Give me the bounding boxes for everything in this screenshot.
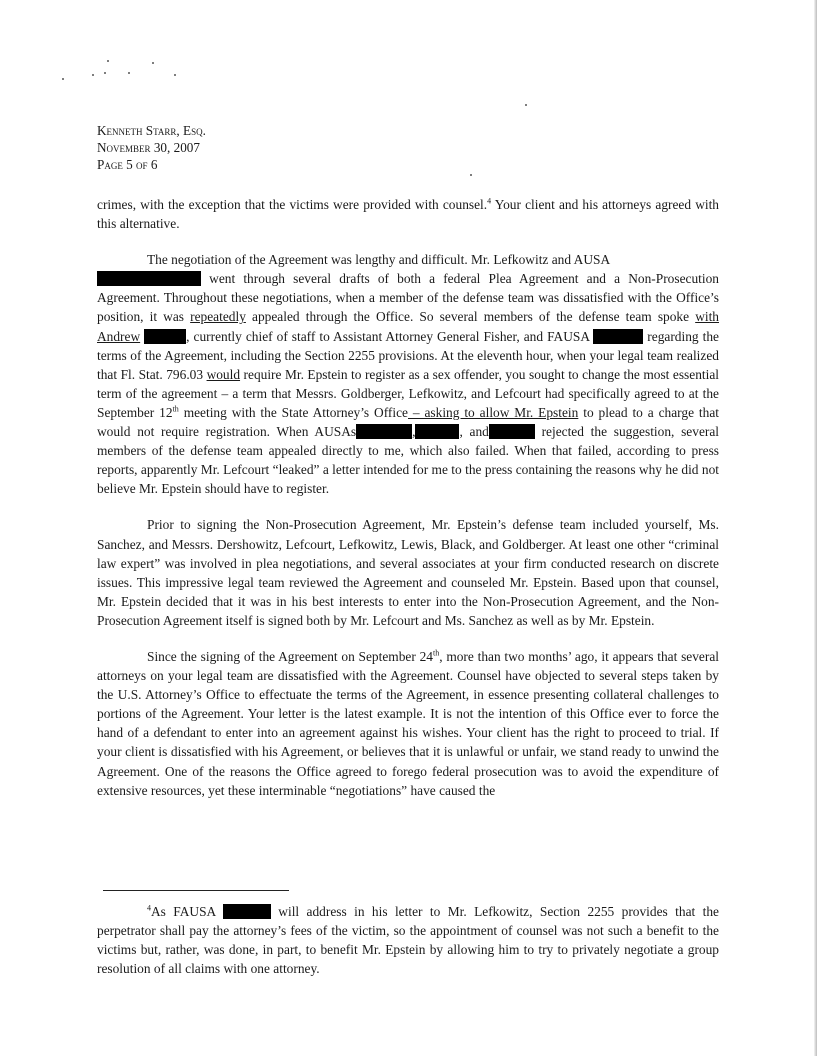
p2-text-m: , [412, 424, 416, 440]
scan-speck [152, 62, 154, 64]
scan-speck [62, 78, 64, 80]
footnote-text [97, 902, 719, 978]
p2-underlined-repeatedly: repeatedly [190, 309, 246, 325]
p4-text-a: Since the signing of the Agreement on September 24 [147, 648, 433, 664]
scan-speck [174, 74, 176, 76]
scan-speck [128, 72, 130, 74]
footnote-number: 4 [147, 903, 151, 913]
page-line: Page 5 of 6 [97, 157, 158, 172]
p2-text-f: , currently chief of staff to Assistant Attorney General Fisher, and FAUSA [186, 328, 590, 344]
scan-speck [470, 174, 472, 176]
footnote-divider [103, 890, 289, 891]
p2-text-a: The negotiation of the Agreement was lengthy and difficult. Mr. Lefkowitz and AUSA [147, 252, 611, 268]
p2-text-l: to plead to a charge that would not require registration. When AUSAs [97, 404, 720, 440]
footnote-text-a: As FAUSA [151, 904, 216, 919]
letter-body [97, 195, 719, 800]
scan-speck [525, 104, 527, 106]
p2-underlined-asking: – asking to allow Mr. Epstein [408, 404, 579, 420]
p1-text-b: Your client and his attorneys agreed with this alternative. [97, 197, 720, 232]
redaction-box [415, 424, 459, 439]
p4-superscript: th [432, 648, 440, 658]
p2-text-b: went through several drafts of both a federal Plea Agreement and a Non-Prosecution Agreement. Throughout these negotiations, when a member of the defense team was dissatisfied with the Office’s position, it was [97, 271, 719, 325]
p2-underlined-with-andrew: with Andrew [97, 309, 719, 344]
p2-superscript: th [172, 404, 179, 414]
redaction-box [223, 904, 271, 919]
letter-header [97, 122, 206, 173]
scan-speck [104, 72, 106, 74]
paragraph-4 [97, 647, 719, 800]
p2-text-d: appealed through the Office. So several members of the defense team spoke [245, 309, 696, 325]
paragraph-2 [97, 250, 719, 498]
redaction-box [97, 271, 201, 286]
redaction-box [356, 424, 412, 439]
date-line: November 30, 2007 [97, 140, 200, 155]
recipient-line: Kenneth Starr, Esq. [97, 123, 206, 138]
p2-text-o: rejected the suggestion, several members of the defense team appealed directly to me, which also failed. When that failed, according to press reports, apparently Mr. Lefcourt “leaked” a letter intended for me to the press containing the reasons why he did not believe Mr. Epstein should have to register. [97, 424, 720, 497]
footnote-text-b: will address in his letter to Mr. Lefkowitz, Section 2255 provides that the perpetrator shall pay the attorney’s fees of the victim, so the appointment of counsel was not such a benefit to the victims but, rather, was done, in part, to benefit Mr. Epstein by allowing him to try to privately negotiate a group resolution of all claims with one attorney. [97, 904, 720, 977]
scan-speck [92, 74, 94, 76]
paragraph-3: Prior to signing the Non-Prosecution Agreement, Mr. Epstein’s defense team included yourself, Ms. Sanchez, and Messrs. Dershowitz, Lefcourt, Lefkowitz, Lewis, Black, and Goldberger. At least one other “criminal law expert” was involved in plea negotiations, and several associates at your firm conducted research on discrete issues. This impressive legal team reviewed the Agreement and counseled Mr. Epstein. Based upon that counsel, Mr. Epstein decided that it was in his best interests to enter into the Non-Prosecution Agreement, and the Non-Prosecution Agreement itself is signed both by Mr. Lefcourt and Ms. Sanchez as well as by Mr. Epstein. [97, 517, 719, 628]
p2-text-j: meeting with the State Attorney’s Office [178, 404, 408, 420]
p1-text-a: crimes, with the exception that the victims were provided with counsel. [97, 197, 488, 212]
footnote [97, 902, 719, 978]
redaction-box [593, 329, 643, 344]
p2-text-g: regarding the terms of the Agreement, including the Section 2255 provisions. At the eleventh hour, when your legal team realized that Fl. Stat. 796.03 [97, 328, 719, 382]
p2-text-n: , and [459, 424, 489, 440]
paragraph-1 [97, 195, 719, 233]
p4-text-b: , more than two months’ ago, it appears that several attorneys on your legal team are dissatisfied with the Agreement. Counsel have objected to several steps taken by the U.S. Attorney’s Office to effectuate the terms of the Agreement, in essence presenting collateral challenges to portions of the Agreement. Your letter is the latest example. It is not the intention of this Office ever to force the hand of a defendant to enter into an agreement against his wishes. Your client has the right to proceed to trial. If your client is dissatisfied with his Agreement, or believes that it is unlawful or unfair, we stand ready to unwind the Agreement. One of the reasons the Office agreed to forego federal prosecution was to avoid the expenditure of extensive resources, yet these interminable “negotiations” have caused the [97, 648, 719, 798]
footnote-ref: 4 [487, 196, 492, 206]
redaction-box [489, 424, 535, 439]
p2-text-i: require Mr. Epstein to register as a sex offender, you sought to change the most essential term of the agreement – a term that Messrs. Goldberger, Lefkowitz, and Lefcourt had specifically agreed to at the September 12 [97, 366, 719, 420]
p2-underlined-would: would [206, 366, 241, 382]
redaction-box [144, 329, 186, 344]
scan-speck [107, 60, 109, 62]
